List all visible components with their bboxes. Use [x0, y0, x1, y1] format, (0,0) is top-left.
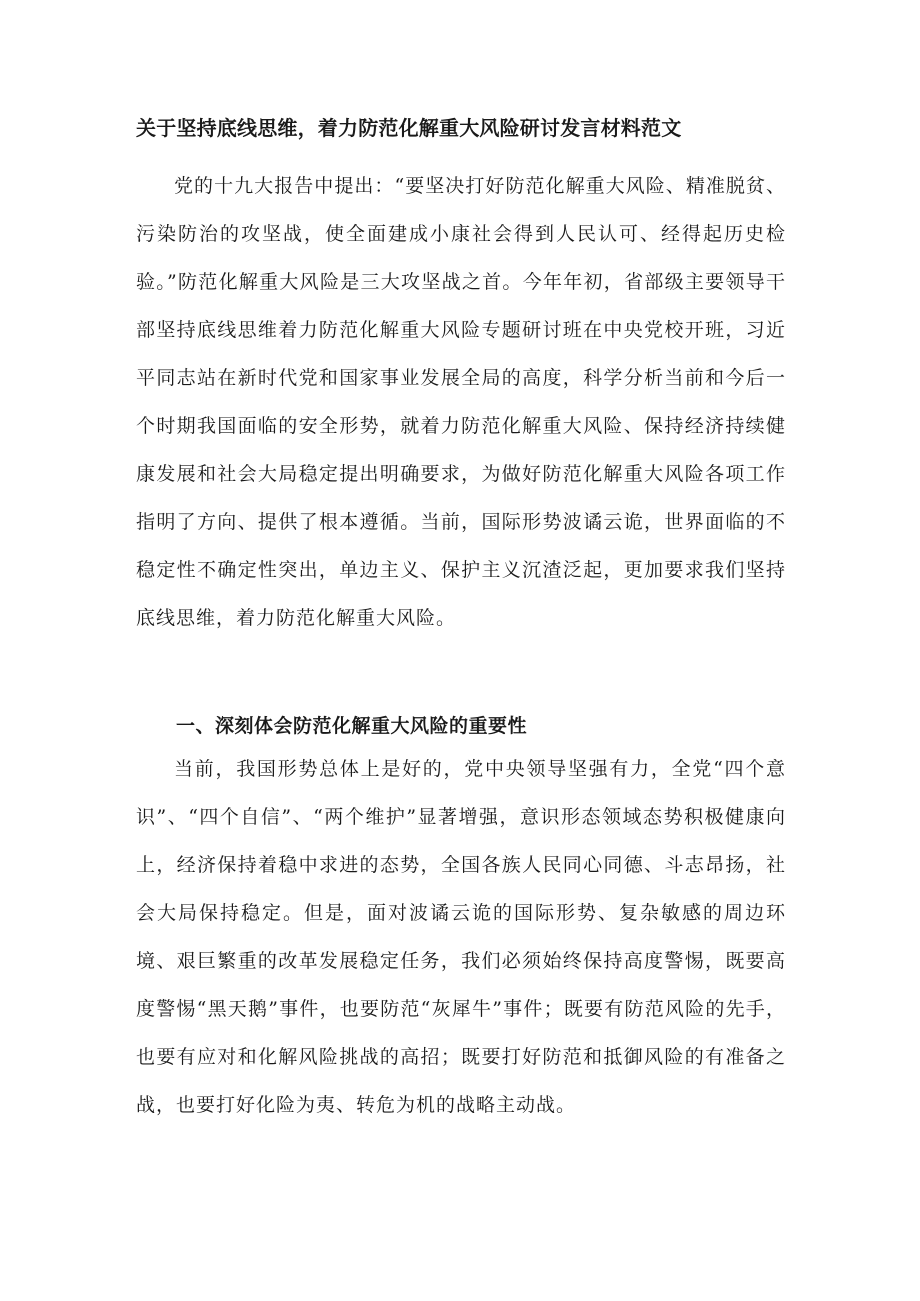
section-heading: 一、深刻体会防范化解重大风险的重要性 [176, 715, 528, 737]
document-title: 关于坚持底线思维，着力防范化解重大风险研讨发言材料范文 [136, 116, 682, 140]
section-paragraph: 当前，我国形势总体上是好的，党中央领导坚强有力，全党“四个意识”、“四个自信”、“两个维护”显著增强，意识形态领域态势积极健康向上，经济保持着稳中求进的态势，全国各族人民同心同德、斗志昂扬，社会大局保持稳定。但是，面对波谲云诡的国际形势、复杂敏感的周边环境、艰巨繁重的改革发展稳定任务，我们必须始终保持高度警惕，既要高度警惕“黑天鹅”事件，也要防范“灰犀牛”事件；既要有防范风险的先手，也要有应对和化解风险挑战的高招；既要打好防范和抵御风险的有准备之战，也要打好化险为夷、转危为机的战略主动战。 [136, 758, 786, 1116]
intro-paragraph: 党的十九大报告中提出：“要坚决打好防范化解重大风险、精准脱贫、污染防治的攻坚战，使全面建成小康社会得到人民认可、经得起历史检验。”防范化解重大风险是三大攻坚战之首。今年年初，省部级主要领导干部坚持底线思维着力防范化解重大风险专题研讨班在中央党校开班，习近平同志站在新时代党和国家事业发展全局的高度，科学分析当前和今后一个时期我国面临的安全形势，就着力防范化解重大风险、保持经济持续健康发展和社会大局稳定提出明确要求，为做好防范化解重大风险各项工作指明了方向、提供了根本遵循。当前，国际形势波谲云诡，世界面临的不稳定性不确定性突出，单边主义、保护主义沉渣泛起，更加要求我们坚持底线思维，着力防范化解重大风险。 [136, 175, 786, 629]
